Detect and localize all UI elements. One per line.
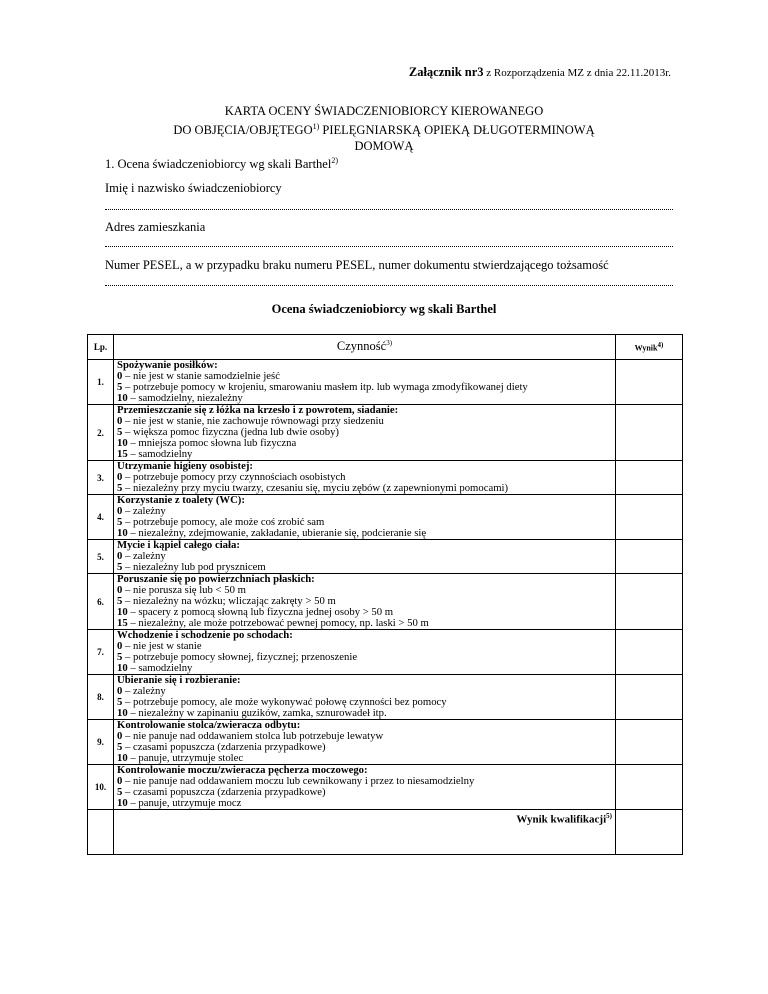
score-value: 5 <box>117 516 123 528</box>
row-number: 2. <box>88 405 114 461</box>
score-description: – potrzebuje pomocy, ale może wykonywać połowę czynności bez pomocy <box>122 696 447 708</box>
activity-cell <box>114 461 616 495</box>
score-value: 0 <box>117 775 123 787</box>
attachment-note <box>409 65 671 80</box>
score-description: – nie jest w stanie <box>122 640 202 652</box>
activity-cell <box>114 360 616 405</box>
row-number: 9. <box>88 720 114 765</box>
result-cell[interactable] <box>616 574 683 630</box>
score-description: – potrzebuje pomocy, ale może coś zrobić sam <box>122 516 325 528</box>
score-value: 10 <box>117 662 128 674</box>
result-cell[interactable] <box>616 360 683 405</box>
result-cell[interactable] <box>616 461 683 495</box>
score-value: 0 <box>117 505 123 517</box>
table-row <box>88 675 683 720</box>
pesel-field[interactable] <box>105 285 673 286</box>
score-option <box>117 663 615 674</box>
qualification-row <box>88 810 683 855</box>
score-description: – samodzielny <box>127 448 193 460</box>
activity-title: Przemieszczanie się z łóżka na krzesło i z powrotem, siadanie: <box>117 404 399 416</box>
barthel-table <box>87 334 683 855</box>
qualification-lp-cell <box>88 810 114 855</box>
score-value: 0 <box>117 415 123 427</box>
activity-cell <box>114 405 616 461</box>
row-number: 8. <box>88 675 114 720</box>
score-option <box>117 562 615 573</box>
score-value: 0 <box>117 584 123 596</box>
result-cell[interactable] <box>616 630 683 675</box>
attachment-number: Załącznik nr3 <box>408 65 484 79</box>
table-row <box>88 405 683 461</box>
table-row <box>88 720 683 765</box>
score-description: – nie panuje nad oddawaniem stolca lub potrzebuje lewatyw <box>122 730 384 742</box>
score-description: – zależny <box>122 550 166 562</box>
row-number: 4. <box>88 495 114 540</box>
score-value: 0 <box>117 640 123 652</box>
row-number: 6. <box>88 574 114 630</box>
name-label: Imię i nazwisko świadczeniobiorcy <box>105 181 282 195</box>
score-value: 5 <box>117 786 123 798</box>
score-value: 10 <box>117 392 128 404</box>
score-description: – większa pomoc fizyczna (jedna lub dwie osoby) <box>122 426 339 438</box>
activity-title: Spożywanie posiłków: <box>117 359 218 371</box>
score-description: – potrzebuje pomocy przy czynnościach osobistych <box>122 471 346 483</box>
result-cell[interactable] <box>616 675 683 720</box>
activity-title: Kontrolowanie moczu/zwieracza pęcherza moczowego: <box>117 764 368 776</box>
score-value: 10 <box>117 527 128 539</box>
result-cell[interactable] <box>616 765 683 810</box>
score-description: – potrzebuje pomocy w krojeniu, smarowaniu masłem itp. lub wymaga zmodyfikowanej diety <box>122 381 528 393</box>
activity-title: Ubieranie się i rozbieranie: <box>117 674 241 686</box>
table-row <box>88 495 683 540</box>
activity-cell <box>114 574 616 630</box>
activity-title: Utrzymanie higieny osobistej: <box>117 460 253 472</box>
score-description: – nie porusza się lub < 50 m <box>122 584 246 596</box>
score-description: – niezależny na wózku; wliczając zakręty > 50 m <box>122 595 336 607</box>
activity-cell <box>114 540 616 574</box>
score-description: – mniejsza pomoc słowna lub fizyczna <box>127 437 297 449</box>
score-value: 0 <box>117 685 123 697</box>
address-field[interactable] <box>105 246 673 247</box>
row-number: 7. <box>88 630 114 675</box>
table-title: Ocena świadczeniobiorcy wg skali Barthel <box>271 302 497 316</box>
score-value: 5 <box>117 426 123 438</box>
activity-cell <box>114 720 616 765</box>
score-description: – zależny <box>122 685 166 697</box>
activity-cell <box>114 630 616 675</box>
score-option <box>117 449 615 460</box>
score-option <box>117 393 615 404</box>
score-option <box>117 753 615 764</box>
score-description: – czasami popuszcza (zdarzenia przypadkowe) <box>122 741 326 753</box>
score-value: 0 <box>117 550 123 562</box>
score-value: 15 <box>117 617 128 629</box>
score-description: – niezależny w zapinaniu guzików, zamka, sznurowadeł itp. <box>127 707 387 719</box>
title-line-3: DOMOWĄ <box>354 139 414 154</box>
pesel-label: Numer PESEL, a w przypadku braku numeru PESEL, numer dokumentu stwierdzającego tożsamość <box>105 258 609 272</box>
activity-title: Korzystanie z toalety (WC): <box>117 494 245 506</box>
score-description: – niezależny lub pod prysznicem <box>122 561 266 573</box>
title-line-1: KARTA OCENY ŚWIADCZENIOBIORCY KIEROWANEGO <box>224 104 544 118</box>
activity-cell <box>114 495 616 540</box>
score-description: – zależny <box>122 505 166 517</box>
score-option <box>117 483 615 494</box>
result-cell[interactable] <box>616 495 683 540</box>
qualification-result-cell[interactable] <box>616 810 683 855</box>
result-cell[interactable] <box>616 540 683 574</box>
result-cell[interactable] <box>616 405 683 461</box>
score-value: 15 <box>117 448 128 460</box>
activity-cell <box>114 765 616 810</box>
row-number: 5. <box>88 540 114 574</box>
activity-cell <box>114 675 616 720</box>
activity-title: Mycie i kąpiel całego ciała: <box>117 539 240 551</box>
document-title <box>0 103 768 154</box>
table-row <box>88 574 683 630</box>
result-cell[interactable] <box>616 720 683 765</box>
score-value: 5 <box>117 696 123 708</box>
title-line-2: DO OBJĘCIA/OBJĘTEGO$^{1)}$ PIELĘGNIARSKĄ OPIEKĄ DŁUGOTERMINOWĄ <box>173 122 595 138</box>
score-value: 10 <box>117 752 128 764</box>
score-description: – samodzielny <box>127 662 193 674</box>
name-field[interactable] <box>105 209 673 210</box>
row-number: 10. <box>88 765 114 810</box>
score-option <box>117 528 615 539</box>
score-description: – samodzielny, niezależny <box>127 392 243 404</box>
address-label: Adres zamieszkania <box>105 220 206 234</box>
score-description: – panuje, utrzymuje stolec <box>127 752 244 764</box>
header-result: Wynik$^{4)}$ <box>616 335 683 360</box>
score-value: 5 <box>117 651 123 663</box>
table-row <box>88 630 683 675</box>
score-value: 5 <box>117 561 123 573</box>
score-value: 5 <box>117 482 123 494</box>
score-description: – nie jest w stanie samodzielnie jeść <box>122 370 280 382</box>
activity-title: Poruszanie się po powierzchniach płaskich: <box>117 573 315 585</box>
score-description: – potrzebuje pomocy słownej, fizycznej; przenoszenie <box>122 651 358 663</box>
header-lp: Lp. <box>88 335 114 360</box>
score-value: 10 <box>117 707 128 719</box>
row-number: 3. <box>88 461 114 495</box>
score-description: – spacery z pomocą słowną lub fizyczna jednej osoby > 50 m <box>127 606 394 618</box>
score-value: 5 <box>117 741 123 753</box>
table-row <box>88 765 683 810</box>
activity-title: Wchodzenie i schodzenie po schodach: <box>117 629 293 641</box>
score-value: 0 <box>117 370 123 382</box>
table-row <box>88 360 683 405</box>
score-value: 10 <box>117 797 128 809</box>
score-value: 5 <box>117 381 123 393</box>
score-value: 0 <box>117 730 123 742</box>
score-option <box>117 618 615 629</box>
attachment-source: z Rozporządzenia MZ z dnia 22.11.2013r. <box>483 67 671 79</box>
activity-title: Kontrolowanie stolca/zwieracza odbytu: <box>117 719 301 731</box>
score-description: – niezależny przy myciu twarzy, czesaniu się, myciu zębów (z zapewnionymi pomocami) <box>122 482 509 494</box>
score-description: – panuje, utrzymuje mocz <box>127 797 242 809</box>
row-number: 1. <box>88 360 114 405</box>
header-activity: Czynność$^{3)}$ <box>114 335 616 360</box>
score-description: – nie panuje nad oddawaniem moczu lub cewnikowany i przez to niesamodzielny <box>122 775 475 787</box>
score-option <box>117 798 615 809</box>
table-row <box>88 461 683 495</box>
score-value: 0 <box>117 471 123 483</box>
section-heading: 1. Ocena świadczeniobiorcy wg skali Barthel$^{2)}$ <box>105 156 338 172</box>
score-description: – nie jest w stanie, nie zachowuje równowagi przy siedzeniu <box>122 415 384 427</box>
table-header-row <box>88 335 683 360</box>
score-value: 10 <box>117 606 128 618</box>
score-option <box>117 708 615 719</box>
score-description: – czasami popuszcza (zdarzenia przypadkowe) <box>122 786 326 798</box>
score-description: – niezależny, ale może potrzebować pewnej pomocy, np. laski > 50 m <box>127 617 429 629</box>
table-row <box>88 540 683 574</box>
score-value: 5 <box>117 595 123 607</box>
qualification-label: Wynik kwalifikacji$^{5)}$ <box>114 810 616 855</box>
score-description: – niezależny, zdejmowanie, zakładanie, ubieranie się, podcieranie się <box>127 527 427 539</box>
score-value: 10 <box>117 437 128 449</box>
